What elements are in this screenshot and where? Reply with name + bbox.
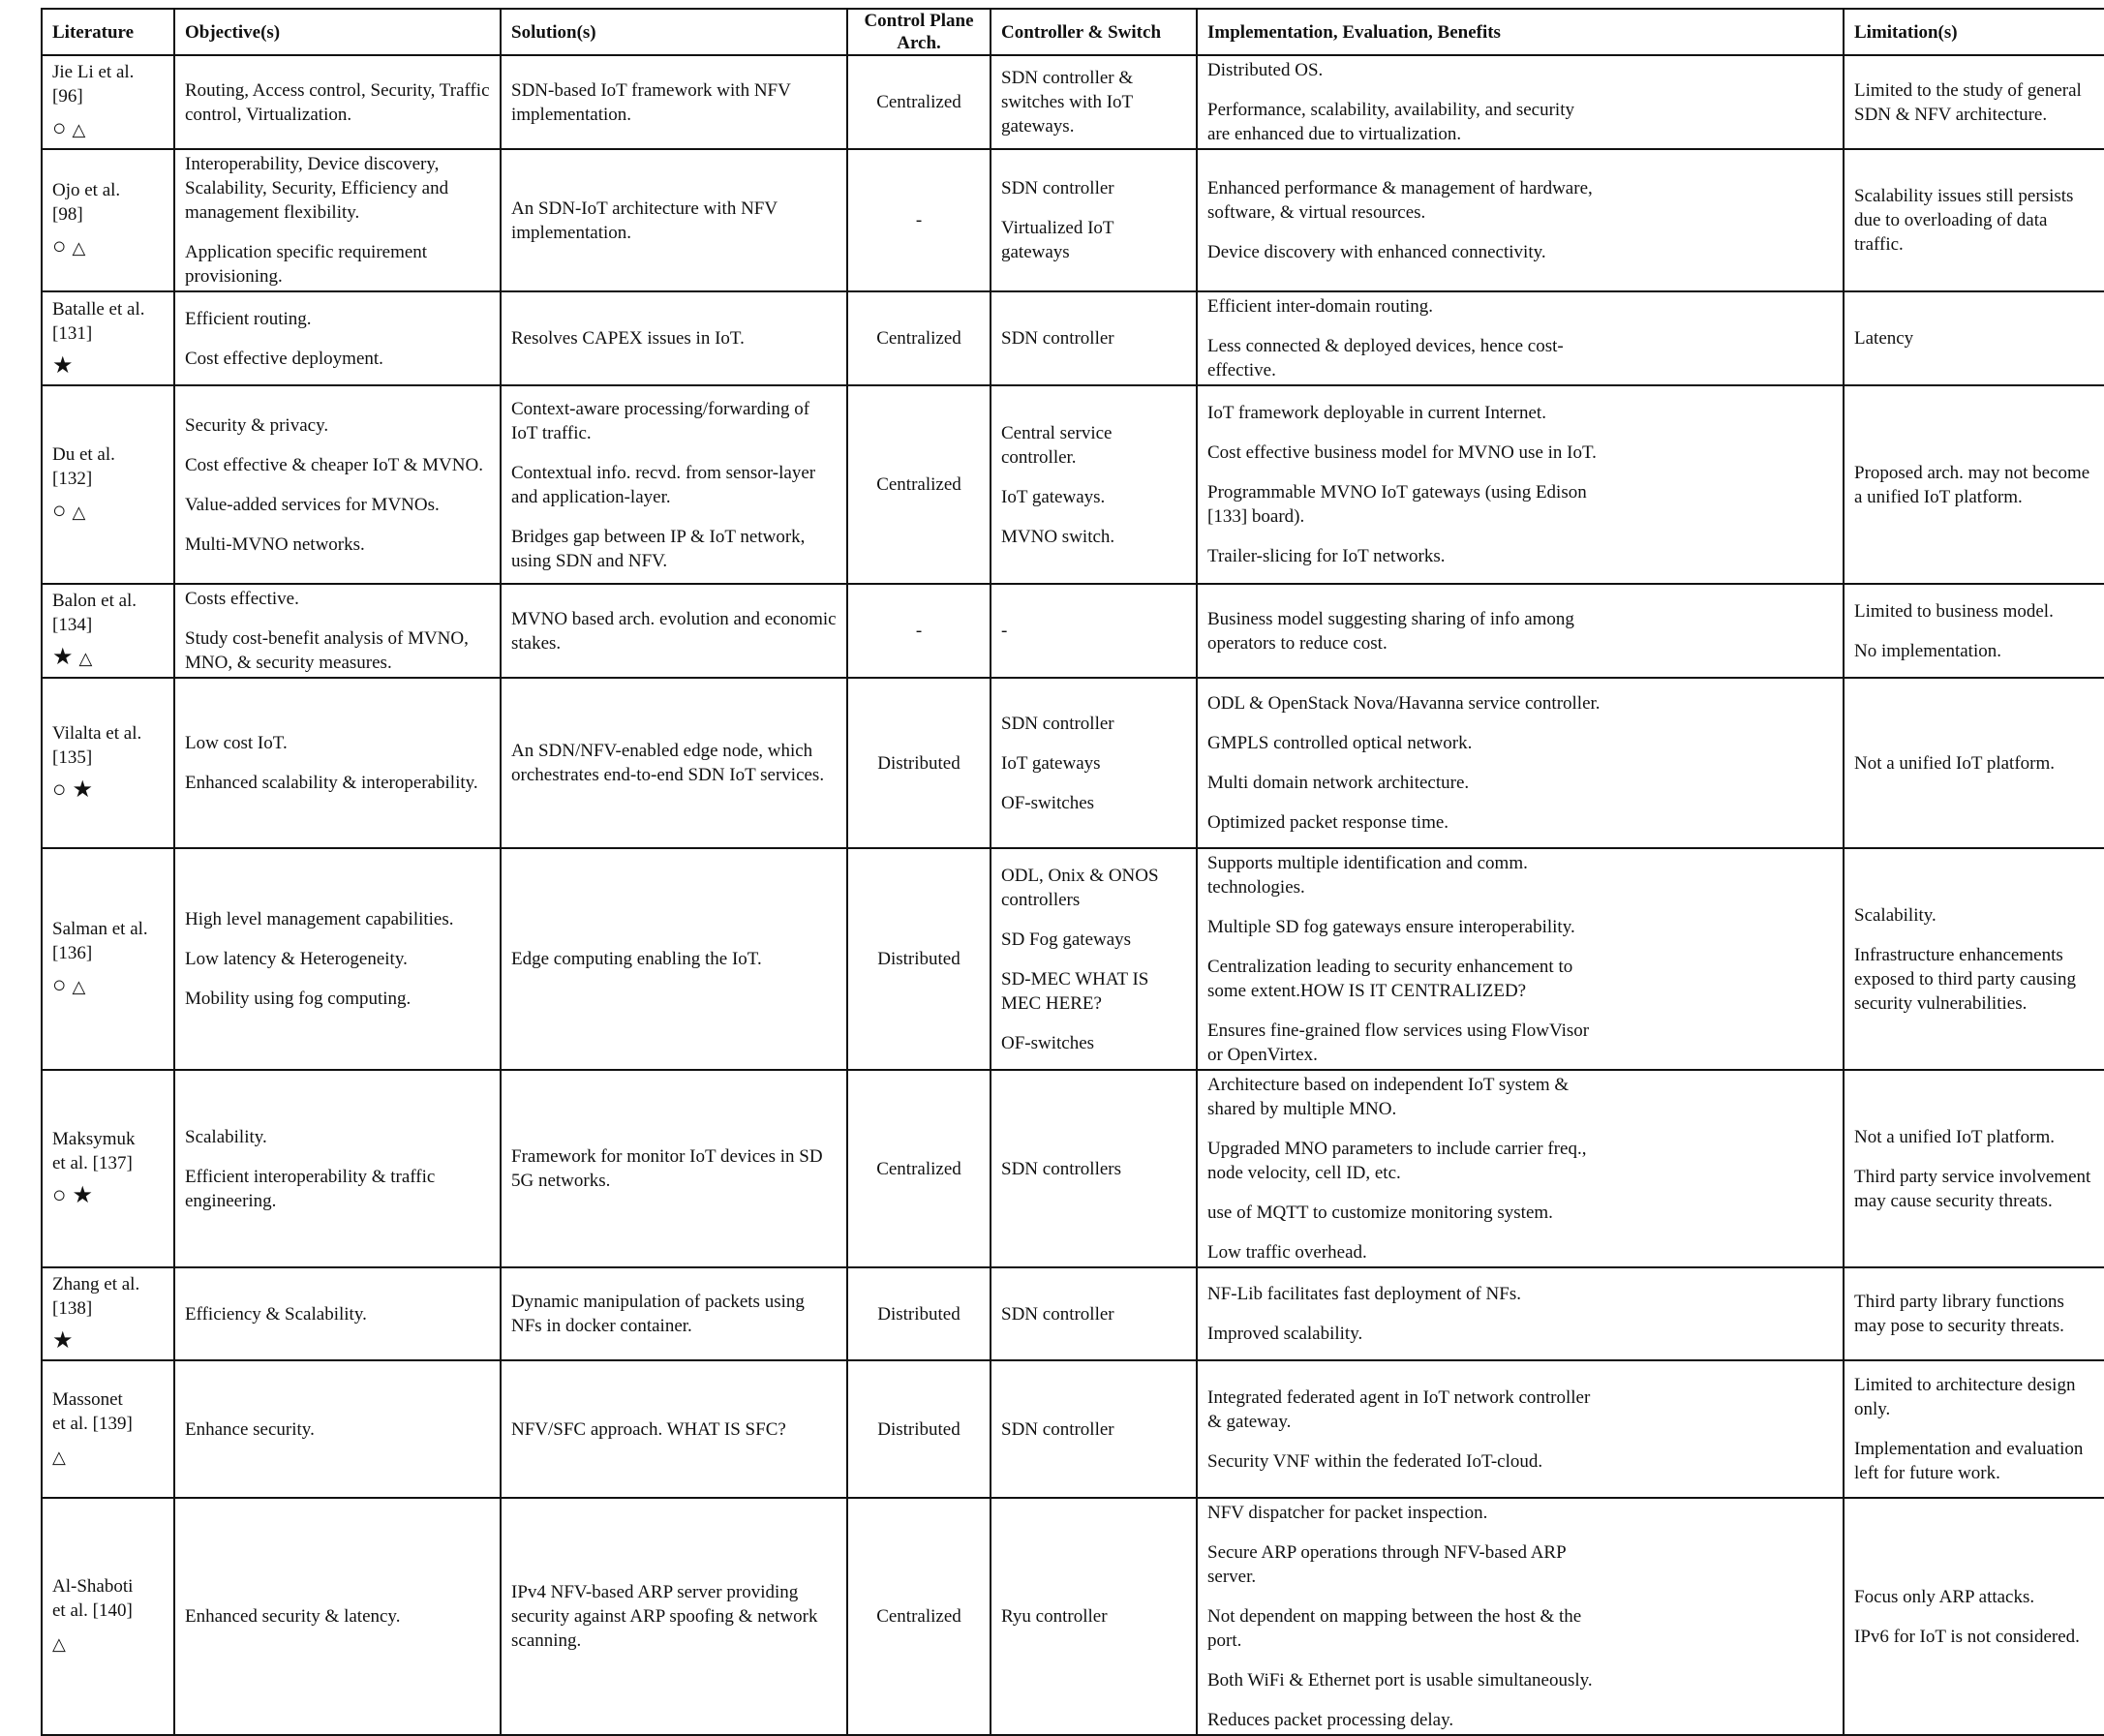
solutions-cell	[501, 55, 847, 149]
objectives-item: Interoperability, Device discovery, Scalability, Security, Efficiency and management flexibility.	[185, 154, 449, 223]
literature-reference: Ojo et al.	[52, 180, 121, 200]
table-row	[42, 385, 2104, 584]
solutions-item: Bridges gap between IP & IoT network, using SDN and NFV.	[511, 526, 806, 571]
star-icon: ★	[72, 777, 100, 803]
controller-switch-item: MVNO switch.	[1001, 526, 1115, 547]
solutions-cell	[501, 385, 847, 584]
implementation-item: GMPLS controlled optical network.	[1207, 733, 1473, 753]
solutions-item: An SDN-IoT architecture with NFV implementation.	[511, 198, 778, 243]
implementation-item: Multi domain network architecture.	[1207, 773, 1470, 793]
literature-reference: Zhang et al.	[52, 1274, 140, 1294]
implementation-item: NF-Lib facilitates fast deployment of NFs.	[1207, 1284, 1521, 1304]
limitations-item: No implementation.	[1854, 640, 2001, 661]
literature-cell	[42, 1498, 174, 1735]
controller-switch-item: SDN controller	[1001, 713, 1114, 734]
objectives-item: Enhanced scalability & interoperability.	[185, 773, 478, 793]
table-row	[42, 149, 2104, 291]
literature-cell	[42, 385, 174, 584]
implementation-item: Supports multiple identification and comm. technologies.	[1207, 853, 1528, 898]
objectives-cell	[174, 678, 501, 848]
objectives-cell	[174, 1360, 501, 1498]
limitations-item: Limited to the study of general SDN & NFV architecture.	[1854, 79, 2082, 125]
star-icon: ★	[52, 645, 79, 670]
limitations-cell	[1844, 291, 2104, 385]
controller-switch-cell	[991, 291, 1197, 385]
limitations-item: Infrastructure enhancements exposed to third party causing security vulnerabilities.	[1854, 944, 2077, 1014]
limitations-cell	[1844, 584, 2104, 678]
solutions-cell	[501, 291, 847, 385]
literature-cell	[42, 149, 174, 291]
implementation-cell	[1197, 55, 1844, 149]
literature-reference: [131]	[52, 322, 93, 344]
literature-reference: [98]	[52, 204, 83, 225]
implementation-item: Device discovery with enhanced connectivity.	[1207, 242, 1546, 262]
solutions-item: MVNO based arch. evolution and economic stakes.	[511, 608, 837, 654]
implementation-cell	[1197, 1360, 1844, 1498]
survey-table-page	[41, 8, 2104, 1736]
implementation-cell	[1197, 678, 1844, 848]
controller-switch-cell	[991, 1360, 1197, 1498]
circle-icon: ○	[52, 777, 73, 803]
controller-switch-item: SD-MEC WHAT IS MEC HERE?	[1001, 968, 1149, 1014]
solutions-cell	[501, 584, 847, 678]
controller-switch-item: SDN controller	[1001, 178, 1114, 198]
implementation-item: Performance, scalability, availability, and security are enhanced due to virtualization.	[1207, 100, 1574, 144]
limitations-cell	[1844, 848, 2104, 1070]
table-row	[42, 55, 2104, 149]
controller-switch-item: ODL, Onix & ONOS controllers	[1001, 865, 1159, 910]
solutions-item: SDN-based IoT framework with NFV implementation.	[511, 79, 791, 125]
control-plane-arch-cell: Centralized	[847, 1498, 991, 1735]
controller-switch-item: Central service controller.	[1001, 422, 1113, 468]
control-plane-arch-cell: -	[847, 584, 991, 678]
sdn-iot-literature-table	[41, 8, 2104, 1736]
limitations-item: Third party service involvement may cause security threats.	[1854, 1166, 2091, 1211]
objectives-item: Enhance security.	[185, 1418, 315, 1440]
implementation-item: Architecture based on independent IoT system & shared by multiple MNO.	[1207, 1075, 1570, 1119]
solutions-item: IPv4 NFV-based ARP server providing security against ARP spoofing & network scanning.	[511, 1582, 818, 1651]
objectives-cell	[174, 848, 501, 1070]
category-symbols	[52, 643, 164, 673]
implementation-cell	[1197, 291, 1844, 385]
objectives-item: Mobility using fog computing.	[185, 989, 412, 1009]
implementation-cell	[1197, 1070, 1844, 1267]
literature-reference: Balon et al.	[52, 591, 137, 611]
objectives-item: Cost effective deployment.	[185, 348, 383, 369]
table-row	[42, 1360, 2104, 1498]
category-symbols	[52, 114, 164, 144]
literature-cell	[42, 1360, 174, 1498]
limitations-item: Scalability.	[1854, 904, 1936, 926]
table-row	[42, 678, 2104, 848]
circle-icon: ○	[52, 973, 73, 998]
circle-icon: ○	[52, 116, 73, 141]
limitations-item: Scalability issues still persists due to overloading of data traffic.	[1854, 186, 2074, 255]
solutions-item: Contextual info. recvd. from sensor-layer and application-layer.	[511, 462, 816, 507]
literature-reference: Batalle et al.	[52, 298, 145, 320]
literature-reference: Massonet	[52, 1388, 123, 1410]
solutions-item: NFV/SFC approach. WHAT IS SFC?	[511, 1418, 786, 1440]
literature-cell	[42, 1070, 174, 1267]
objectives-cell	[174, 1070, 501, 1267]
controller-switch-item: IoT gateways	[1001, 752, 1101, 774]
implementation-item: Ensures fine-grained flow services using FlowVisor or OpenVirtex.	[1207, 1020, 1590, 1065]
controller-switch-cell	[991, 1070, 1197, 1267]
controller-switch-item: SDN controller	[1001, 328, 1114, 349]
controller-switch-item: Ryu controller	[1001, 1606, 1108, 1627]
literature-reference: et al. [137]	[52, 1153, 133, 1173]
header-implementation: Implementation, Evaluation, Benefits	[1197, 9, 1844, 55]
limitations-item: Latency	[1854, 328, 1914, 349]
implementation-item: Efficient inter-domain routing.	[1207, 296, 1434, 317]
category-symbols	[52, 1326, 164, 1355]
objectives-item: Low cost IoT.	[185, 733, 288, 753]
literature-cell	[42, 55, 174, 149]
limitations-item: Third party library functions may pose to security threats.	[1854, 1292, 2064, 1336]
objectives-item: Efficient interoperability & traffic engineering.	[185, 1166, 436, 1211]
objectives-item: Efficient routing.	[185, 308, 312, 329]
controller-switch-cell	[991, 1498, 1197, 1735]
table-row	[42, 1267, 2104, 1360]
objectives-cell	[174, 291, 501, 385]
solutions-cell	[501, 1360, 847, 1498]
limitations-cell	[1844, 55, 2104, 149]
controller-switch-cell	[991, 848, 1197, 1070]
limitations-item: Limited to business model.	[1854, 600, 2054, 622]
objectives-cell	[174, 55, 501, 149]
literature-reference: [96]	[52, 86, 83, 107]
literature-reference: [136]	[52, 943, 93, 963]
table-row	[42, 291, 2104, 385]
control-plane-arch-cell: Distributed	[847, 848, 991, 1070]
circle-icon: ○	[52, 234, 73, 259]
objectives-item: High level management capabilities.	[185, 909, 454, 929]
solutions-item: Resolves CAPEX issues in IoT.	[511, 328, 745, 349]
controller-switch-cell	[991, 55, 1197, 149]
literature-reference: Maksymuk	[52, 1129, 136, 1149]
category-symbols	[52, 776, 164, 805]
implementation-item: Centralization leading to security enhancement to some extent.HOW IS IT CENTRALIZED?	[1207, 957, 1573, 1001]
limitations-cell	[1844, 678, 2104, 848]
controller-switch-item: Virtualized IoT gateways	[1001, 218, 1114, 262]
literature-reference: [132]	[52, 469, 93, 489]
literature-cell	[42, 291, 174, 385]
category-symbols	[52, 232, 164, 262]
implementation-item: Secure ARP operations through NFV-based ARP server.	[1207, 1542, 1566, 1587]
control-plane-arch-cell: Centralized	[847, 385, 991, 584]
triangle-icon: △	[78, 649, 99, 668]
implementation-item: Trailer-slicing for IoT networks.	[1207, 546, 1446, 566]
controller-switch-item: OF-switches	[1001, 1032, 1095, 1053]
control-plane-arch-cell: Distributed	[847, 678, 991, 848]
literature-reference: [134]	[52, 615, 93, 635]
literature-reference: Salman et al.	[52, 919, 148, 939]
implementation-cell	[1197, 1498, 1844, 1735]
table-row	[42, 1070, 2104, 1267]
triangle-icon: △	[72, 503, 92, 522]
category-symbols	[52, 971, 164, 1001]
table-body	[42, 55, 2104, 1735]
circle-icon: ○	[52, 499, 73, 524]
category-symbols	[52, 1629, 164, 1659]
solutions-item: An SDN/NFV-enabled edge node, which orchestrates end-to-end SDN IoT services.	[511, 741, 825, 785]
header-literature: Literature	[42, 9, 174, 55]
controller-switch-item: OF-switches	[1001, 792, 1095, 813]
implementation-item: Security VNF within the federated IoT-cloud.	[1207, 1450, 1543, 1472]
implementation-cell	[1197, 385, 1844, 584]
objectives-item: Costs effective.	[185, 589, 299, 609]
limitations-cell	[1844, 1360, 2104, 1498]
implementation-item: NFV dispatcher for packet inspection.	[1207, 1503, 1488, 1523]
objectives-item: Enhanced security & latency.	[185, 1606, 401, 1627]
limitations-item: Implementation and evaluation left for future work.	[1854, 1439, 2084, 1483]
controller-switch-item: SDN controller	[1001, 1303, 1114, 1325]
controller-switch-item: SDN controllers	[1001, 1158, 1122, 1179]
triangle-icon: △	[72, 120, 92, 139]
category-symbols	[52, 1181, 164, 1210]
objectives-item: Scalability.	[185, 1126, 267, 1147]
solutions-item: Context-aware processing/forwarding of IoT traffic.	[511, 398, 810, 443]
implementation-item: IoT framework deployable in current Internet.	[1207, 403, 1546, 423]
controller-switch-cell	[991, 678, 1197, 848]
objectives-item: Efficiency & Scalability.	[185, 1303, 367, 1325]
objectives-item: Low latency & Heterogeneity.	[185, 949, 408, 969]
objectives-cell	[174, 385, 501, 584]
table-row	[42, 584, 2104, 678]
implementation-item: use of MQTT to customize monitoring system.	[1207, 1203, 1553, 1223]
limitations-item: Proposed arch. may not become a unified IoT platform.	[1854, 462, 2090, 507]
triangle-icon: △	[72, 238, 92, 258]
implementation-item: Upgraded MNO parameters to include carrier freq., node velocity, cell ID, etc.	[1207, 1139, 1587, 1183]
controller-switch-item: SD Fog gateways	[1001, 929, 1132, 950]
solutions-cell	[501, 1498, 847, 1735]
solutions-cell	[501, 1267, 847, 1360]
objectives-cell	[174, 584, 501, 678]
implementation-cell	[1197, 848, 1844, 1070]
implementation-cell	[1197, 584, 1844, 678]
solutions-cell	[501, 848, 847, 1070]
category-symbols	[52, 351, 164, 381]
circle-icon: ○	[52, 1183, 73, 1208]
implementation-item: Reduces packet processing delay.	[1207, 1710, 1454, 1730]
implementation-item: Cost effective business model for MVNO use in IoT.	[1207, 442, 1597, 463]
controller-switch-cell	[991, 1267, 1197, 1360]
objectives-item: Security & privacy.	[185, 414, 329, 436]
objectives-item: Multi-MVNO networks.	[185, 533, 365, 555]
controller-switch-item: -	[1001, 621, 1008, 641]
triangle-icon: △	[52, 1634, 72, 1654]
literature-cell	[42, 678, 174, 848]
implementation-item: Distributed OS.	[1207, 60, 1324, 80]
objectives-cell	[174, 149, 501, 291]
control-plane-arch-cell: -	[847, 149, 991, 291]
literature-reference: Jie Li et al.	[52, 62, 135, 82]
solutions-cell	[501, 149, 847, 291]
star-icon: ★	[72, 1183, 100, 1208]
star-icon: ★	[52, 352, 79, 379]
control-plane-arch-cell: Distributed	[847, 1360, 991, 1498]
objectives-cell	[174, 1498, 501, 1735]
objectives-item: Cost effective & cheaper IoT & MVNO.	[185, 454, 483, 475]
controller-switch-item: SDN controller & switches with IoT gateways.	[1001, 68, 1134, 137]
implementation-item: Integrated federated agent in IoT network controller & gateway.	[1207, 1386, 1591, 1432]
implementation-item: Multiple SD fog gateways ensure interoperability.	[1207, 917, 1575, 937]
header-solutions: Solution(s)	[501, 9, 847, 55]
objectives-item: Application specific requirement provisioning.	[185, 242, 428, 287]
header-control-plane-arch: Control Plane Arch.	[847, 9, 991, 55]
implementation-item: Low traffic overhead.	[1207, 1242, 1367, 1263]
solutions-cell	[501, 678, 847, 848]
objectives-item: Routing, Access control, Security, Traffic control, Virtualization.	[185, 79, 490, 125]
implementation-item: Less connected & deployed devices, hence cost-effective.	[1207, 336, 1564, 381]
literature-reference: Vilalta et al.	[52, 723, 142, 744]
literature-cell	[42, 848, 174, 1070]
implementation-item: ODL & OpenStack Nova/Havanna service controller.	[1207, 693, 1601, 714]
limitations-cell	[1844, 1267, 2104, 1360]
limitations-cell	[1844, 385, 2104, 584]
literature-reference: Du et al.	[52, 444, 115, 465]
triangle-icon: △	[52, 1447, 72, 1467]
literature-reference: [138]	[52, 1298, 93, 1319]
literature-cell	[42, 1267, 174, 1360]
header-controller-switch: Controller & Switch	[991, 9, 1197, 55]
solutions-item: Dynamic manipulation of packets using NFs in docker container.	[511, 1292, 805, 1336]
header-limitations: Limitation(s)	[1844, 9, 2104, 55]
table-header	[42, 9, 2104, 55]
table-row	[42, 1498, 2104, 1735]
objectives-cell	[174, 1267, 501, 1360]
implementation-item: Improved scalability.	[1207, 1324, 1363, 1344]
triangle-icon: △	[72, 977, 92, 996]
limitations-item: Not a unified IoT platform.	[1854, 1126, 2056, 1147]
controller-switch-cell	[991, 385, 1197, 584]
limitations-item: Not a unified IoT platform.	[1854, 752, 2056, 774]
literature-reference: et al. [140]	[52, 1600, 133, 1621]
implementation-item: Optimized packet response time.	[1207, 812, 1449, 833]
implementation-item: Both WiFi & Ethernet port is usable simultaneously.	[1207, 1670, 1593, 1690]
controller-switch-cell	[991, 584, 1197, 678]
control-plane-arch-cell: Centralized	[847, 1070, 991, 1267]
implementation-item: Programmable MVNO IoT gateways (using Edison [133] board).	[1207, 482, 1587, 527]
control-plane-arch-cell: Distributed	[847, 1267, 991, 1360]
solutions-item: Edge computing enabling the IoT.	[511, 949, 762, 969]
star-icon: ★	[52, 1328, 79, 1354]
objectives-item: Study cost-benefit analysis of MVNO, MNO, & security measures.	[185, 628, 469, 673]
limitations-item: Limited to architecture design only.	[1854, 1375, 2076, 1419]
implementation-cell	[1197, 1267, 1844, 1360]
header-objectives: Objective(s)	[174, 9, 501, 55]
category-symbols	[52, 497, 164, 527]
control-plane-arch-cell: Centralized	[847, 55, 991, 149]
limitations-item: Focus only ARP attacks.	[1854, 1586, 2035, 1607]
limitations-cell	[1844, 149, 2104, 291]
literature-reference: [135]	[52, 747, 93, 768]
literature-reference: et al. [139]	[52, 1413, 133, 1434]
category-symbols	[52, 1442, 164, 1472]
controller-switch-cell	[991, 149, 1197, 291]
solutions-item: Framework for monitor IoT devices in SD 5G networks.	[511, 1146, 823, 1191]
limitations-cell	[1844, 1498, 2104, 1735]
implementation-item: Business model suggesting sharing of info among operators to reduce cost.	[1207, 608, 1574, 654]
implementation-item: Enhanced performance & management of hardware, software, & virtual resources.	[1207, 178, 1593, 223]
literature-reference: Al-Shaboti	[52, 1576, 134, 1597]
controller-switch-item: SDN controller	[1001, 1418, 1114, 1440]
solutions-cell	[501, 1070, 847, 1267]
table-row	[42, 848, 2104, 1070]
control-plane-arch-cell: Centralized	[847, 291, 991, 385]
implementation-item: Not dependent on mapping between the host & the port.	[1207, 1606, 1582, 1651]
literature-cell	[42, 584, 174, 678]
controller-switch-item: IoT gateways.	[1001, 486, 1106, 507]
objectives-item: Value-added services for MVNOs.	[185, 494, 440, 515]
implementation-cell	[1197, 149, 1844, 291]
limitations-item: IPv6 for IoT is not considered.	[1854, 1626, 2080, 1647]
limitations-cell	[1844, 1070, 2104, 1267]
